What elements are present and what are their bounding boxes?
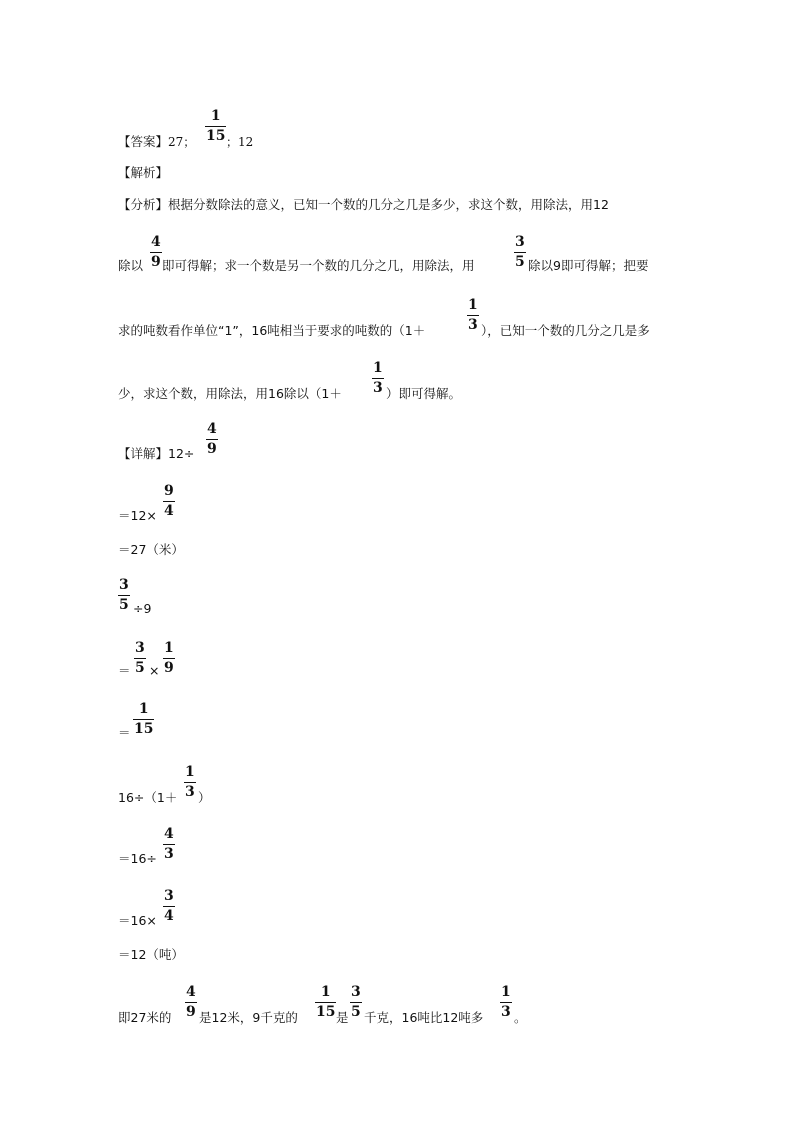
fraction-bar: [514, 252, 526, 253]
fraction-bar: [163, 658, 175, 659]
analysis-line-3a: 求的吨数看作单位“1”，16吨相当于要求的吨数的（1＋: [118, 323, 426, 338]
conclusion-c: 是: [336, 1010, 349, 1025]
fraction-denominator: 15: [316, 1004, 336, 1020]
fraction-numerator: 3: [119, 577, 129, 593]
answer-line: [118, 134, 195, 150]
fraction-bar: [185, 1002, 197, 1003]
fraction-numerator: 3: [135, 640, 145, 656]
fraction-numerator: 1: [468, 297, 478, 313]
fraction-numerator: 1: [164, 640, 174, 656]
fraction-denominator: 5: [351, 1004, 361, 1020]
detail-fraction-6: [133, 701, 154, 737]
fraction-bar: [184, 782, 196, 783]
fraction-bar: [163, 844, 175, 845]
fraction-numerator: 3: [351, 984, 361, 1000]
fraction-numerator: 1: [501, 984, 511, 1000]
analysis-fraction-3-5: [514, 234, 526, 270]
fraction-numerator: 1: [373, 360, 383, 376]
fraction-numerator: 4: [151, 234, 161, 250]
fraction-numerator: 1: [320, 984, 331, 1000]
conclusion-a: 即27米的: [118, 1010, 172, 1025]
fraction-bar: [206, 439, 218, 440]
fraction-denominator: 3: [373, 380, 383, 396]
answer-value-1: 27；: [168, 135, 196, 149]
detail-fraction-1: [206, 421, 218, 457]
detail-step-6-eq: ＝: [118, 725, 131, 740]
analysis-fraction-1-3b: [372, 360, 384, 396]
analysis-line-2c: 除以9即可得解；把要: [528, 258, 649, 273]
fraction-numerator: 4: [164, 826, 174, 842]
answer-tail: [226, 134, 253, 150]
detail-step-5-times: ×: [149, 663, 160, 678]
fraction-numerator: 1: [210, 108, 221, 124]
fraction-denominator: 3: [501, 1004, 511, 1020]
conclusion-b: 是12米，9千克的: [199, 1010, 298, 1025]
fraction-denominator: 9: [186, 1004, 196, 1020]
fraction-denominator: 9: [151, 254, 161, 270]
detail-step-10: ＝12（吨）: [118, 947, 184, 962]
fraction-bar: [163, 906, 175, 907]
fraction-numerator: 3: [515, 234, 525, 250]
fraction-bar: [134, 658, 146, 659]
fraction-denominator: 3: [468, 317, 478, 333]
detail-step-2: ＝12×: [118, 508, 157, 523]
conclusion-fraction-3: [350, 984, 362, 1020]
fraction-bar: [467, 315, 479, 316]
detail-step-9: ＝16×: [118, 913, 157, 928]
analysis-heading: 【解析】: [118, 165, 169, 180]
conclusion-fraction-2: [315, 984, 336, 1020]
analysis-line-2b: 即可得解；求一个数是另一个数的几分之几，用除法，用: [162, 258, 475, 273]
fraction-denominator: 15: [134, 721, 154, 737]
fraction-numerator: 1: [138, 701, 149, 717]
detail-step-7a: 16÷（1＋: [118, 790, 178, 805]
analysis-line-4b: ）即可得解。: [386, 386, 462, 401]
fraction-bar: [118, 595, 130, 596]
fraction-denominator: 15: [206, 128, 226, 144]
detail-step-1: 【详解】12÷: [118, 446, 195, 461]
fraction-bar: [133, 719, 154, 720]
fraction-bar: [205, 126, 226, 127]
detail-step-3: ＝27（米）: [118, 542, 184, 557]
fraction-numerator: 1: [185, 764, 195, 780]
detail-fraction-7: [184, 764, 196, 800]
conclusion-e: 。: [514, 1010, 527, 1025]
fraction-numerator: 4: [186, 984, 196, 1000]
detail-fraction-2: [163, 483, 175, 519]
conclusion-fraction-4: [500, 984, 512, 1020]
detail-fraction-8: [163, 826, 175, 862]
detail-step-8: ＝16÷: [118, 851, 157, 866]
fraction-bar: [150, 252, 162, 253]
fraction-denominator: 5: [119, 597, 129, 613]
detail-fraction-9: [163, 888, 175, 924]
conclusion-d: 千克，16吨比12吨多: [364, 1010, 484, 1025]
fraction-bar: [163, 501, 175, 502]
fraction-denominator: 5: [135, 660, 145, 676]
detail-fraction-5a: [134, 640, 146, 676]
analysis-line-2a: 除以: [118, 258, 144, 273]
answer-fraction: [205, 108, 226, 144]
detail-step-5-eq: ＝: [118, 663, 131, 678]
analysis-line-3b: ），已知一个数的几分之几是多: [481, 323, 650, 338]
fraction-numerator: 4: [207, 421, 217, 437]
detail-step-4: ÷9: [133, 601, 152, 616]
fraction-bar: [372, 378, 384, 379]
fraction-denominator: 3: [164, 846, 174, 862]
fraction-bar: [350, 1002, 362, 1003]
fraction-denominator: 5: [515, 254, 525, 270]
analysis-fraction-4-9: [150, 234, 162, 270]
analysis-line-4a: 少，求这个数，用除法，用16除以（1＋: [118, 386, 342, 401]
fraction-denominator: 4: [164, 908, 174, 924]
fraction-denominator: 4: [164, 503, 174, 519]
fraction-denominator: 3: [185, 784, 195, 800]
fraction-bar: [315, 1002, 336, 1003]
conclusion-fraction-1: [185, 984, 197, 1020]
fraction-denominator: 9: [164, 660, 174, 676]
detail-step-7b: ）: [198, 790, 211, 805]
detail-fraction-3: [118, 577, 130, 613]
fraction-bar: [500, 1002, 512, 1003]
fraction-denominator: 9: [207, 441, 217, 457]
analysis-line-1: 【分析】根据分数除法的意义，已知一个数的几分之几是多少，求这个数，用除法，用12: [118, 197, 609, 212]
fraction-numerator: 9: [164, 483, 174, 499]
answer-label: 【答案】: [118, 134, 169, 149]
analysis-fraction-1-3: [467, 297, 479, 333]
detail-fraction-5b: [163, 640, 175, 676]
fraction-numerator: 3: [164, 888, 174, 904]
answer-value-3: ；12: [226, 135, 254, 149]
